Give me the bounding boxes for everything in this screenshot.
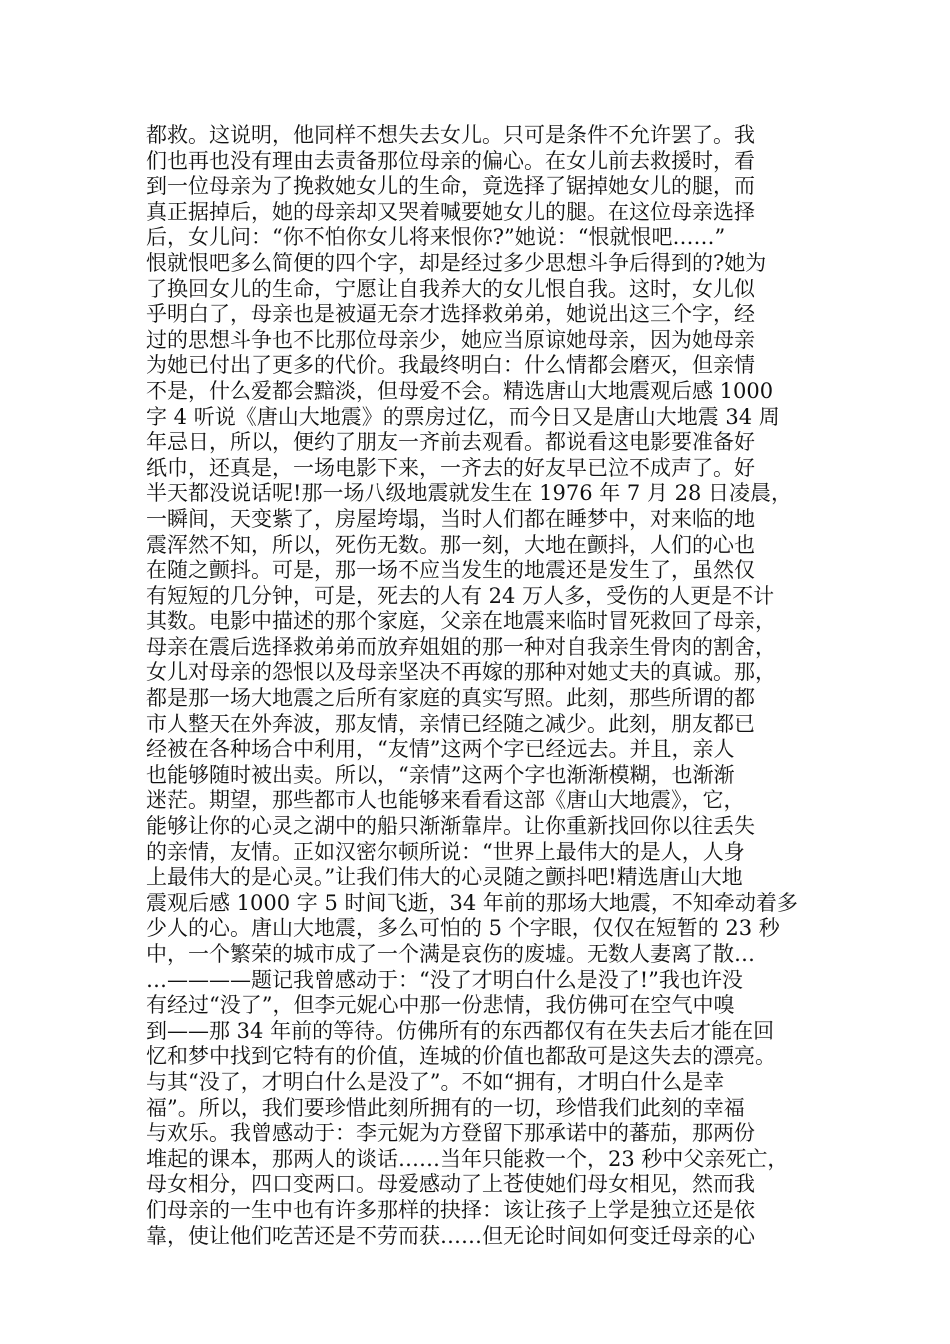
- text-line-27: 迷茫。期望，那些都市人也能够来看看这部《唐山大地震》，它，: [146, 788, 745, 813]
- text-line-35: 有经过“没了”，但李元妮心中那一份悲情，我仿佛可在空气中嗅: [146, 993, 735, 1018]
- text-line-29: 的亲情，友情。正如汉密尔顿所说：“世界上最伟大的是人，人身: [146, 839, 745, 864]
- text-line-31: 震观后感 1000 字 5 时间飞逝，34 年前的那场大地震，不知牵动着多: [146, 890, 798, 915]
- text-line-14: 纸巾，还真是，一场电影下来，一齐去的好友早已泣不成声了。好: [146, 455, 755, 480]
- text-line-42: 母女相分，四口变两口。母爱感动了上苍使她们母女相见，然而我: [146, 1172, 755, 1197]
- text-line-17: 震浑然不知，所以，死伤无数。那一刻，大地在颤抖，人们的心也: [146, 532, 755, 557]
- text-line-25: 经被在各种场合中利用，“友情”这两个字已经远去。并且，亲人: [146, 737, 735, 762]
- text-line-30: 上最伟大的是心灵。”让我们伟大的心灵随之颤抖吧!精选唐山大地: [146, 865, 743, 890]
- text-line-44: 靠，使让他们吃苦还是不劳而获……但无论时间如何变迁母亲的心: [146, 1223, 755, 1248]
- text-line-28: 能够让你的心灵之湖中的船只渐渐靠岸。让你重新找回你以往丢失: [146, 814, 755, 839]
- text-line-11: 不是，什么爱都会黯淡，但母爱不会。精选唐山大地震观后感 1000: [146, 378, 774, 403]
- text-line-7: 了换回女儿的生命，宁愿让自我养大的女儿恨自我。这时，女儿似: [146, 276, 755, 301]
- text-line-4: 真正据掉后，她的母亲却又哭着喊要她女儿的腿。在这位母亲选择: [146, 199, 755, 224]
- text-line-38: 与其“没了，才明白什么是没了”。不如“拥有，才明白什么是幸: [146, 1069, 725, 1094]
- text-line-37: 忆和梦中找到它特有的价值，连城的价值也都敌可是这失去的漂亮。: [146, 1044, 776, 1069]
- body-text: [146, 123, 808, 1249]
- text-line-24: 市人整天在外奔波，那友情，亲情已经随之减少。此刻，朋友都已: [146, 711, 755, 736]
- text-line-41: 堆起的课本，那两人的谈话……当年只能救一个，23 秒中父亲死亡，: [146, 1146, 789, 1171]
- text-line-6: 恨就恨吧多么简便的四个字，却是经过多少思想斗争后得到的?她为: [146, 250, 767, 275]
- text-line-5: 后，女儿问：“你不怕你女儿将来恨你?”她说：“恨就恨吧……”: [146, 225, 726, 250]
- text-line-32: 少人的心。唐山大地震，多么可怕的 5 个字眼，仅仅在短暂的 23 秒: [146, 916, 780, 941]
- text-line-43: 们母亲的一生中也有许多那样的抉择：该让孩子上学是独立还是依: [146, 1197, 755, 1222]
- text-line-12: 字 4 听说《唐山大地震》的票房过亿，而今日又是唐山大地震 34 周: [146, 404, 780, 429]
- text-line-23: 都是那一场大地震之后所有家庭的真实写照。此刻，那些所谓的都: [146, 686, 755, 711]
- text-line-22: 女儿对母亲的怨恨以及母亲坚决不再嫁的那种对她丈夫的真诚。那，: [146, 660, 776, 685]
- text-line-15: 半天都没说话呢!那一场八级地震就发生在 1976 年 7 月 28 日凌晨，: [146, 481, 793, 506]
- text-line-20: 其数。电影中描述的那个家庭，父亲在地震来临时冒死救回了母亲，: [146, 609, 776, 634]
- text-line-10: 为她已付出了更多的代价。我最终明白：什么情都会磨灭，但亲情: [146, 353, 755, 378]
- text-line-40: 与欢乐。我曾感动于：李元妮为方登留下那承诺中的蕃茄，那两份: [146, 1121, 755, 1146]
- text-line-26: 也能够随时被出卖。所以，“亲情”这两个字也渐渐模糊，也渐渐: [146, 762, 735, 787]
- text-line-16: 一瞬间，天变紫了，房屋垮塌，当时人们都在睡梦中，对来临的地: [146, 506, 755, 531]
- text-line-19: 有短短的几分钟，可是，死去的人有 24 万人多，受伤的人更是不计: [146, 583, 775, 608]
- text-line-8: 乎明白了，母亲也是被逼无奈才选择救弟弟，她说出这三个字，经: [146, 302, 755, 327]
- text-line-36: 到——那 34 年前的等待。仿佛所有的东西都仅有在失去后才能在回: [146, 1018, 775, 1043]
- text-line-2: 们也再也没有理由去责备那位母亲的偏心。在女儿前去救援时，看: [146, 148, 755, 173]
- text-line-18: 在随之颤抖。可是，那一场不应当发生的地震还是发生了，虽然仅: [146, 558, 755, 583]
- text-line-13: 年忌日，所以，便约了朋友一齐前去观看。都说看这电影要准备好: [146, 430, 755, 455]
- text-line-33: 中，一个繁荣的城市成了一个满是哀伤的废墟。无数人妻离了散…: [146, 942, 755, 966]
- text-line-34: …————题记我曾感动于：“没了才明白什么是没了!”我也许没: [146, 967, 743, 992]
- text-line-39: 福”。所以，我们要珍惜此刻所拥有的一切，珍惜我们此刻的幸福: [146, 1095, 745, 1120]
- text-line-3: 到一位母亲为了挽救她女儿的生命，竟选择了锯掉她女儿的腿，而: [146, 174, 755, 199]
- text-line-1: 都救。这说明，他同样不想失去女儿。只可是条件不允许罢了。我: [146, 123, 755, 147]
- text-line-21: 母亲在震后选择救弟弟而放弃姐姐的那一种对自我亲生骨肉的割舍，: [146, 634, 776, 659]
- text-line-9: 过的思想斗争也不比那位母亲少，她应当原谅她母亲，因为她母亲: [146, 327, 755, 352]
